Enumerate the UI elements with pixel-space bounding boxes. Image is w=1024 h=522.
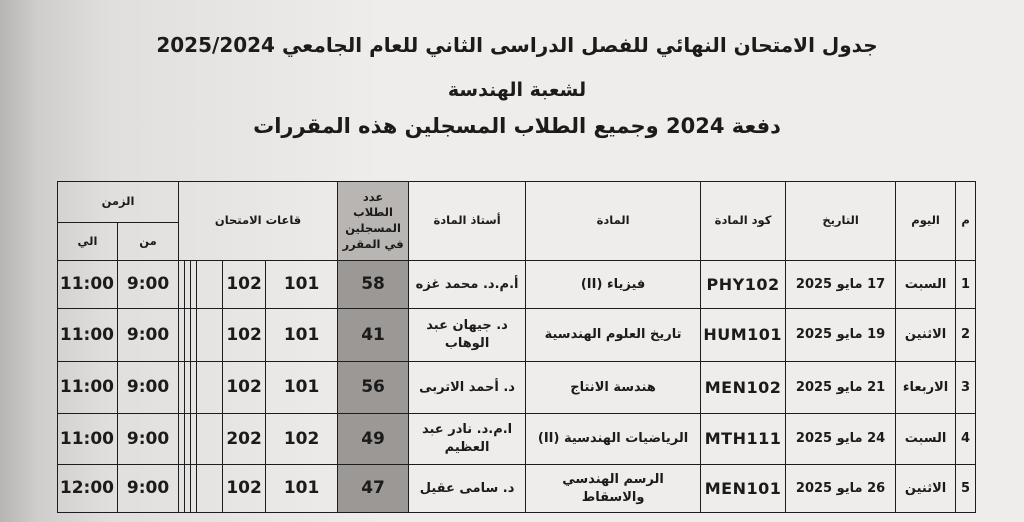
day-cell: السبت [896,414,956,465]
date-cell: 24 مايو 2025 [786,414,896,465]
empty-room-cell [197,465,223,513]
room-cell: 101 [266,465,338,513]
room-divider-cell [185,309,191,362]
table-header [58,182,976,261]
header-day: اليوم [896,182,956,261]
room-cell: 102 [223,362,266,414]
instructor-cell: د. أحمد الاتربى [409,362,526,414]
room-divider-cell [191,261,197,309]
empty-room-cell [197,362,223,414]
room-divider-cell [185,414,191,465]
header-row [58,182,976,223]
row-index: 2 [956,309,976,362]
day-cell: الاثنين [896,465,956,513]
date-cell: 19 مايو 2025 [786,309,896,362]
room-cell: 102 [266,414,338,465]
room-divider-cell [185,465,191,513]
time-from-cell: 9:00 [118,261,179,309]
time-to-cell: 11:00 [58,309,118,362]
time-from-cell: 9:00 [118,414,179,465]
cohort-subtitle: دفعة 2024 وجميع الطلاب المسجلين هذه المقررات [253,114,781,138]
header-date: التاريخ [786,182,896,261]
header-exam-rooms: قاعات الامتحان [179,182,338,261]
course-name-cell: فيزياء (II) [526,261,701,309]
room-divider-cell [179,465,185,513]
room-cell: 101 [266,261,338,309]
time-from-cell: 9:00 [118,465,179,513]
course-name-cell: الرياضيات الهندسية (II) [526,414,701,465]
header-time: الزمن [58,182,179,223]
day-cell: الاثنين [896,309,956,362]
header-time-to: الي [58,223,118,261]
room-divider-cell [191,465,197,513]
room-cell: 102 [223,309,266,362]
empty-room-cell [197,414,223,465]
instructor-cell: أ.م.د. محمد غزه [409,261,526,309]
time-from-cell: 9:00 [118,309,179,362]
student-count-cell: 56 [338,362,409,414]
course-name-cell: هندسة الانتاج [526,362,701,414]
room-divider-cell [191,414,197,465]
table-row [58,414,976,465]
table-body [58,261,976,513]
course-code-cell: MEN101 [701,465,786,513]
time-from-cell: 9:00 [118,362,179,414]
instructor-cell: د. سامى عقيل [409,465,526,513]
time-to-cell: 11:00 [58,362,118,414]
course-code-cell: MTH111 [701,414,786,465]
date-cell: 26 مايو 2025 [786,465,896,513]
row-index: 1 [956,261,976,309]
header-index: م [956,182,976,261]
room-divider-cell [191,362,197,414]
room-divider-cell [191,309,197,362]
room-divider-cell [179,362,185,414]
course-code-cell: HUM101 [701,309,786,362]
header-student-count: عدد الطلاب المسجلين في المقرر [338,182,409,261]
table-row [58,465,976,513]
room-divider-cell [185,261,191,309]
room-cell: 101 [266,309,338,362]
room-cell: 101 [266,362,338,414]
room-cell: 102 [223,465,266,513]
course-name-cell: الرسم الهندسي والاسقاط [526,465,701,513]
header-course: المادة [526,182,701,261]
course-code-cell: MEN102 [701,362,786,414]
room-divider-cell [179,261,185,309]
exam-schedule-table [57,181,976,513]
course-name-cell: تاريخ العلوم الهندسية [526,309,701,362]
student-count-cell: 41 [338,309,409,362]
row-index: 5 [956,465,976,513]
date-cell: 21 مايو 2025 [786,362,896,414]
schedule-title: جدول الامتحان النهائي للفصل الدراسى الثاني للعام الجامعي 2025/2024 [156,33,878,57]
empty-room-cell [197,309,223,362]
table-row [58,309,976,362]
time-to-cell: 11:00 [58,261,118,309]
table-row [58,261,976,309]
header-course-code: كود المادة [701,182,786,261]
empty-room-cell [197,261,223,309]
student-count-cell: 47 [338,465,409,513]
header-instructor: أستاذ المادة [409,182,526,261]
header-time-from: من [118,223,179,261]
instructor-cell: د. جيهان عبد الوهاب [409,309,526,362]
table-row [58,362,976,414]
time-to-cell: 11:00 [58,414,118,465]
room-cell: 102 [223,261,266,309]
course-code-cell: PHY102 [701,261,786,309]
student-count-cell: 58 [338,261,409,309]
time-to-cell: 12:00 [58,465,118,513]
day-cell: السبت [896,261,956,309]
room-divider-cell [179,414,185,465]
row-index: 4 [956,414,976,465]
room-divider-cell [185,362,191,414]
day-cell: الاربعاء [896,362,956,414]
room-divider-cell [179,309,185,362]
date-cell: 17 مايو 2025 [786,261,896,309]
department-subtitle: لشعبة الهندسة [447,79,587,101]
room-cell: 202 [223,414,266,465]
row-index: 3 [956,362,976,414]
instructor-cell: ا.م.د. نادر عبد العظيم [409,414,526,465]
student-count-cell: 49 [338,414,409,465]
